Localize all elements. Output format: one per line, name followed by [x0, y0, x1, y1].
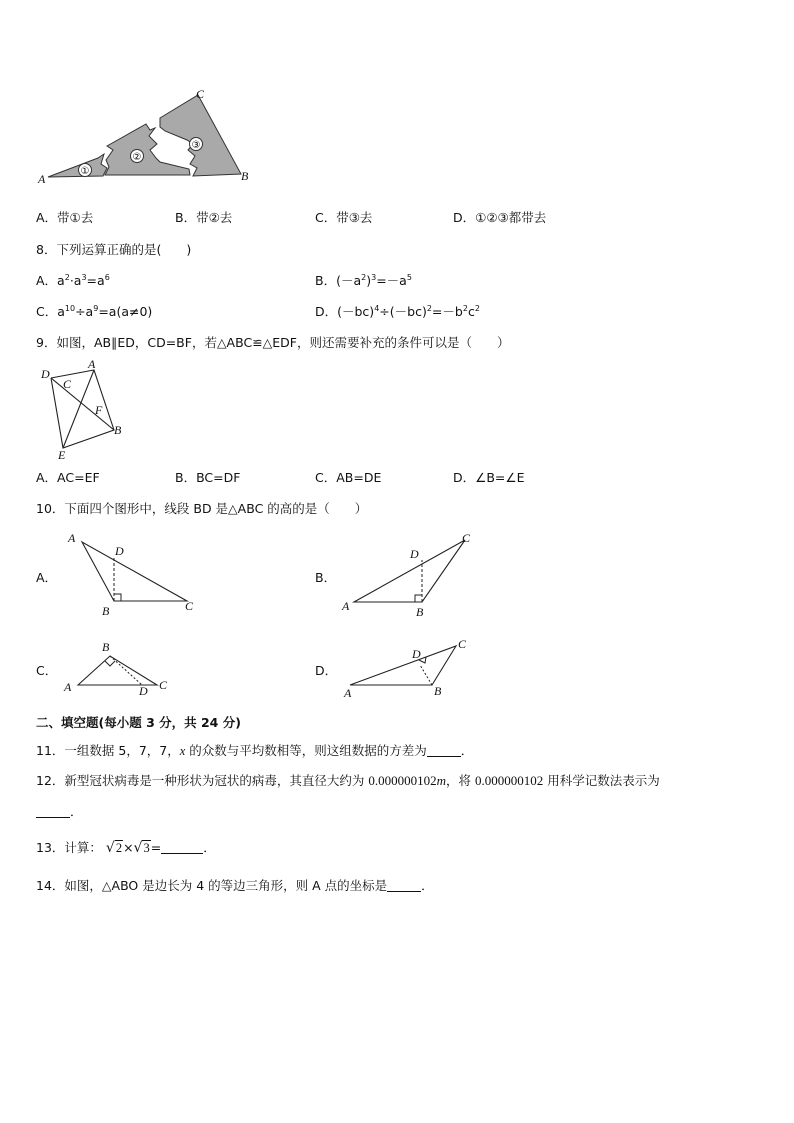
svg-text:A: A — [68, 531, 76, 545]
piece-1 — [48, 154, 107, 177]
q10-stem: 10．下面四个图形中，线段 BD 是△ABC 的高的是（ ） — [36, 501, 368, 516]
piece-3 — [160, 95, 241, 176]
q10-figure-b[interactable] — [336, 530, 486, 620]
svg-text:D: D — [115, 544, 124, 558]
svg-text:C: C — [159, 678, 168, 692]
svg-text:B: B — [416, 605, 424, 619]
svg-text:A: A — [342, 599, 350, 613]
q12-answer-blank[interactable] — [36, 805, 70, 818]
q9-option-b[interactable]: B．BC=DF — [175, 470, 241, 485]
piece-2-label: ② — [132, 152, 142, 163]
q9-stem: 9．如图，AB∥ED，CD=BF，若△ABC≌△EDF，则还需要补充的条件可以是（ ） — [36, 335, 510, 350]
sqrt-3: √3 — [133, 840, 150, 856]
q8-option-b[interactable]: B．$(-a^2)^3=-a^5$ — [315, 273, 412, 288]
q8-stem: 8．下列运算正确的是( ) — [36, 242, 192, 257]
q10-option-c[interactable]: C． — [36, 663, 58, 678]
piece-3-label: ③ — [191, 140, 201, 151]
svg-text:C: C — [458, 637, 467, 651]
q10-figure-a[interactable] — [60, 530, 210, 620]
piece-1-label: ① — [80, 166, 90, 177]
q9-label-a: A — [88, 357, 96, 371]
q13-answer-blank[interactable] — [161, 841, 203, 854]
svg-text:A: A — [64, 680, 72, 694]
q14: 14．如图，△ABO 是边长为 4 的等边三角形，则 A 点的坐标是 ． — [36, 878, 434, 893]
q9-option-c[interactable]: C．AB=DE — [315, 470, 382, 485]
q10-figure-d[interactable] — [338, 634, 488, 700]
q7-option-b[interactable]: B．带②去 — [175, 210, 233, 225]
svg-text:C: C — [185, 599, 194, 613]
q11-answer-blank[interactable] — [427, 744, 461, 757]
q10-option-a[interactable]: A． — [36, 570, 58, 585]
svg-text:C: C — [462, 531, 471, 545]
q9-label-e: E — [58, 448, 66, 460]
q7-option-a[interactable]: A．带①去 — [36, 210, 94, 225]
svg-text:A: A — [344, 686, 352, 700]
sqrt-2: √2 — [105, 840, 123, 856]
svg-text:B: B — [434, 684, 442, 698]
q12-answer-line: ． — [36, 802, 83, 820]
q9-figure — [36, 356, 136, 460]
svg-text:D: D — [412, 647, 421, 661]
q9-label-d: D — [41, 367, 50, 381]
q7-broken-triangle-figure — [30, 84, 270, 186]
q13: 13．计算： √2×√3= ． — [36, 840, 216, 856]
q9-label-f: F — [95, 403, 103, 417]
q7-option-d[interactable]: D．①②③都带去 — [453, 210, 547, 225]
q14-answer-blank[interactable] — [387, 879, 421, 892]
q10-figure-c[interactable] — [60, 636, 190, 696]
q8-option-a[interactable]: A．$a^2\cdot a^3=a^6$ — [36, 273, 110, 288]
section-2-title: 二、填空题(每小题 3 分，共 24 分) — [36, 715, 241, 730]
svg-text:B: B — [102, 604, 110, 618]
label-a: A — [38, 172, 46, 186]
q9-label-c: C — [63, 377, 72, 391]
q11: 11．一组数据 5，7，7，x 的众数与平均数相等，则这组数据的方差为 ． — [36, 743, 474, 758]
svg-text:D: D — [139, 684, 148, 696]
svg-text:D: D — [410, 547, 419, 561]
label-b: B — [241, 169, 249, 183]
q10-option-b[interactable]: B． — [315, 570, 337, 585]
q8-option-d[interactable]: D．$(-bc)^4\div(-bc)^2=-b^2c^2$ — [315, 304, 480, 319]
q9-option-a[interactable]: A．AC=EF — [36, 470, 100, 485]
q8-option-c[interactable]: C．$a^{10}\div a^9=a(a\ne 0)$ — [36, 304, 153, 319]
q7-option-c[interactable]: C．带③去 — [315, 210, 373, 225]
q9-option-d[interactable]: D．∠B=∠E — [453, 470, 525, 485]
label-c: C — [196, 87, 205, 101]
q12: 12．新型冠状病毒是一种形状为冠状的病毒，其直径大约为 0.000000102m，将 0.000000102 用科学记数法表示为 — [36, 773, 660, 788]
svg-text:B: B — [102, 640, 110, 654]
q9-label-b: B — [114, 423, 122, 437]
q10-option-d[interactable]: D． — [315, 663, 338, 678]
